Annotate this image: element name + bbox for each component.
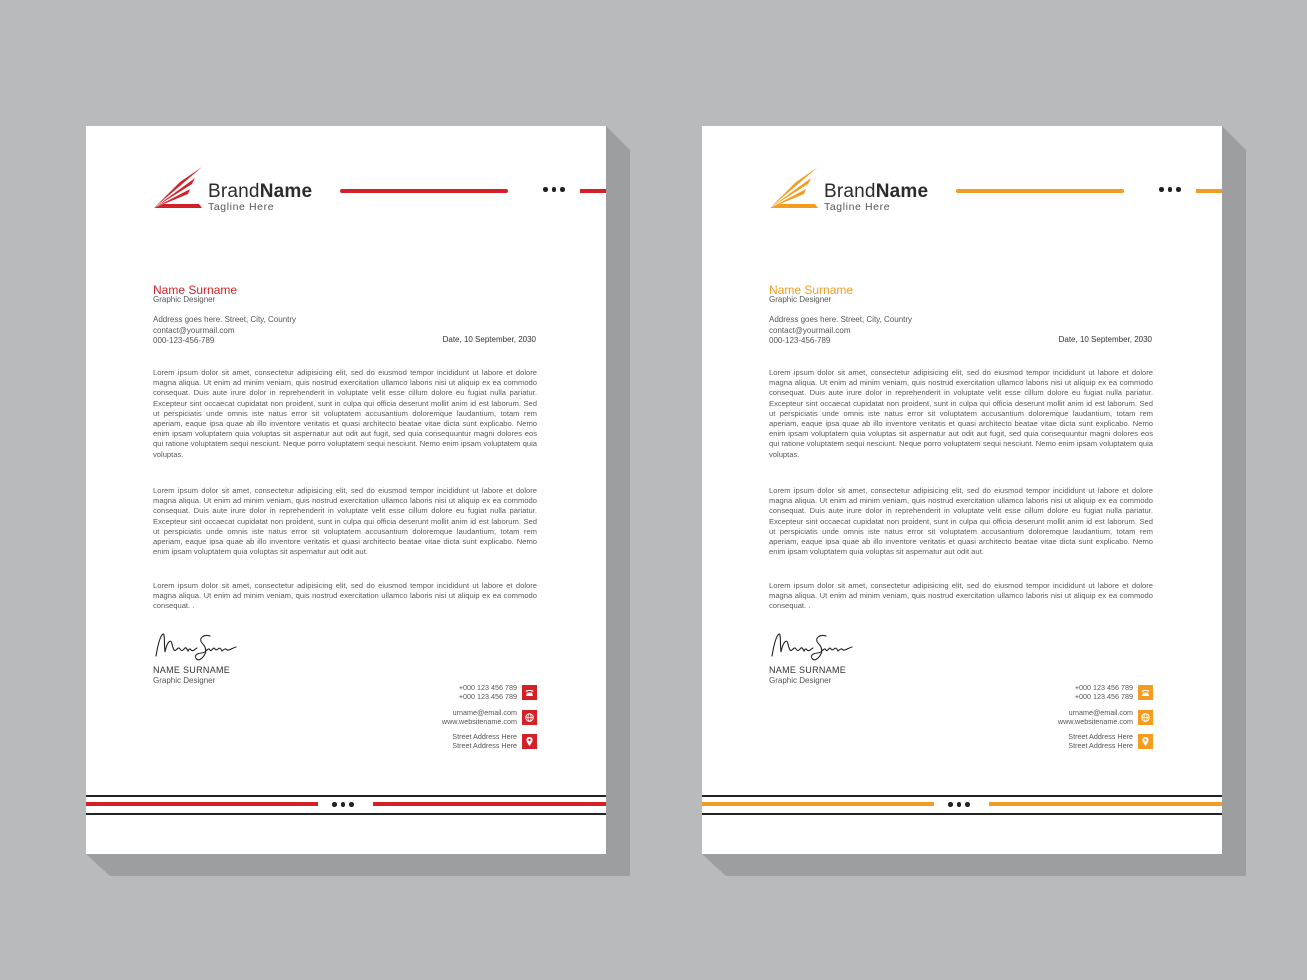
body-paragraph: Lorem ipsum dolor sit amet, consectetur adipisicing elit, sed do eiusmod tempor incididunt ut labore et dolore magna aliqua. Ut enim ad minim veniam, quis nostrud exercitation ullamco laboris nisi ut aliquip ex ea commodo consequat. Duis aute irure dolor in reprehenderit in voluptate velit esse cillum dolore eu fugiat nulla pariatur. Excepteur sint occaecat cupidatat non proident, sunt in culpa qui officia deserunt mollit anim id est laborum. Sed ut perspiciatis unde omnis iste natus error sit voluptatem accusantium doloremque laudantium, totam rem aperiam, eaque ipsa quae ab illo inventore veritatis et quasi architecto beatae vitae dicta sunt explicabo. Nemo enim ipsam voluptatem quia voluptas sit aspernatur aut odit aut fugit, sed quia consequuntur magni dolores eos qui ratione voluptatem sequi nesciunt. Neque porro voluptatem sequi nesciunt. Nemo enim ipsam voluptatem quia voluptas. — [153, 368, 537, 459]
brand-tagline: Tagline Here — [208, 201, 275, 213]
header-accent-tail — [1196, 189, 1222, 193]
brand-logo-icon — [768, 164, 822, 214]
footer-line-bottom — [86, 813, 606, 815]
sender-address: Address goes here. Street, City, Country — [153, 315, 297, 324]
signature-name: NAME SURNAME — [153, 665, 231, 675]
sender-name: Name Surname — [769, 283, 854, 297]
footer-accent-right — [373, 802, 606, 806]
sender-address: Address goes here. Street, City, Country — [769, 315, 913, 324]
contact-address: Street Address Here Street Address Here — [1002, 733, 1153, 751]
footer-line-top — [86, 795, 606, 797]
phone-icon — [1138, 685, 1153, 700]
footer-accent-left — [86, 802, 318, 806]
header-dots — [543, 187, 575, 195]
body-paragraph: Lorem ipsum dolor sit amet, consectetur adipisicing elit, sed do eiusmod tempor incididunt ut labore et dolore magna aliqua. Ut enim ad minim veniam, quis nostrud exercitation ullamco laboris nisi ut aliquip ex ea commodo consequat. Duis aute irure dolor in reprehenderit in voluptate velit esse cillum dolore eu fugiat nulla pariatur. Excepteur sint occaecat cupidatat non proident, sunt in culpa qui officia deserunt mollit anim id est laborum. Sed ut perspiciatis unde omnis iste natus error sit voluptatem accusantium doloremque laudantium, totam rem aperiam, eaque ipsa quae ab illo inventore veritatis et quasi architecto beatae vitae dicta sunt explicabo. Nemo enim ipsam voluptatem quia voluptas sit aspernatur aut odit aut. — [769, 486, 1153, 557]
sender-address-block — [153, 315, 296, 347]
location-pin-icon — [1138, 734, 1153, 749]
sender-role: Graphic Designer — [769, 295, 832, 304]
signature-role: Graphic Designer — [769, 676, 832, 685]
sender-phone: 000-123-456-789 — [153, 336, 215, 345]
sender-role: Graphic Designer — [153, 295, 216, 304]
letter-date: Date, 10 September, 2030 — [442, 335, 536, 344]
signature-image — [768, 630, 858, 664]
footer-dots — [332, 802, 364, 810]
phone-icon — [522, 685, 537, 700]
letter-date: Date, 10 September, 2030 — [1058, 335, 1152, 344]
contact-phone: +000 123 456 789 +000 123 456 789 — [386, 684, 537, 702]
header-accent-line — [340, 189, 508, 193]
header-dots — [1159, 187, 1191, 195]
signature-name: NAME SURNAME — [769, 665, 847, 675]
brand-name: BrandName — [824, 181, 929, 202]
contact-web: urname@email.com www.websitename.com — [1002, 709, 1153, 727]
letterhead-orange — [702, 126, 1222, 854]
sender-phone: 000-123-456-789 — [769, 336, 831, 345]
footer-accent-left — [702, 802, 934, 806]
location-pin-icon — [522, 734, 537, 749]
contact-address: Street Address Here Street Address Here — [386, 733, 537, 751]
globe-icon — [522, 710, 537, 725]
footer-line-bottom — [702, 813, 1222, 815]
signature-image — [152, 630, 242, 664]
sender-email: contact@yourmail.com — [769, 325, 851, 335]
contact-phone: +000 123 456 789 +000 123 456 789 — [1002, 684, 1153, 702]
sender-email: contact@yourmail.com — [153, 325, 235, 335]
footer-accent-right — [989, 802, 1222, 806]
signature-role: Graphic Designer — [153, 676, 216, 685]
brand-tagline: Tagline Here — [824, 201, 891, 213]
contact-web: urname@email.com www.websitename.com — [386, 709, 537, 727]
body-paragraph: Lorem ipsum dolor sit amet, consectetur adipisicing elit, sed do eiusmod tempor incididunt ut labore et dolore magna aliqua. Ut enim ad minim veniam, quis nostrud exercitation ullamco laboris nisi ut aliquip ex ea commodo consequat. Duis aute irure dolor in reprehenderit in voluptate velit esse cillum dolore eu fugiat nulla pariatur. Excepteur sint occaecat cupidatat non proident, sunt in culpa qui officia deserunt mollit anim id est laborum. Sed ut perspiciatis unde omnis iste natus error sit voluptatem accusantium doloremque laudantium, totam rem aperiam, eaque ipsa quae ab illo inventore veritatis et quasi architecto beatae vitae dicta sunt explicabo. Nemo enim ipsam voluptatem quia voluptas sit aspernatur aut odit aut. — [153, 486, 537, 557]
brand-logo-icon — [152, 164, 206, 214]
letterhead-page — [702, 126, 1222, 854]
letterhead-page — [86, 126, 606, 854]
letterhead-red — [86, 126, 606, 854]
header-accent-tail — [580, 189, 606, 193]
body-paragraph: Lorem ipsum dolor sit amet, consectetur adipisicing elit, sed do eiusmod tempor incididunt ut labore et dolore magna aliqua. Ut enim ad minim veniam, quis nostrud exercitation ullamco laboris nisi ut aliquip ex ea commodo consequat. Duis aute irure dolor in reprehenderit in voluptate velit esse cillum dolore eu fugiat nulla pariatur. Excepteur sint occaecat cupidatat non proident, sunt in culpa qui officia deserunt mollit anim id est laborum. Sed ut perspiciatis unde omnis iste natus error sit voluptatem accusantium doloremque laudantium, totam rem aperiam, eaque ipsa quae ab illo inventore veritatis et quasi architecto beatae vitae dicta sunt explicabo. Nemo enim ipsam voluptatem quia voluptas sit aspernatur aut odit aut fugit, sed quia consequuntur magni dolores eos qui ratione voluptatem sequi nesciunt. Neque porro voluptatem sequi nesciunt. Nemo enim ipsam voluptatem quia voluptas. — [769, 368, 1153, 459]
body-paragraph: Lorem ipsum dolor sit amet, consectetur adipisicing elit, sed do eiusmod tempor incididunt ut labore et dolore magna aliqua. Ut enim ad minim veniam, quis nostrud exercitation ullamco laboris nisi ut aliquip ex ea commodo consequat. . — [769, 581, 1153, 611]
sender-address-block — [769, 315, 912, 347]
globe-icon — [1138, 710, 1153, 725]
brand-name: BrandName — [208, 181, 313, 202]
header-accent-line — [956, 189, 1124, 193]
footer-dots — [948, 802, 980, 810]
sender-name: Name Surname — [153, 283, 238, 297]
footer-line-top — [702, 795, 1222, 797]
body-paragraph: Lorem ipsum dolor sit amet, consectetur adipisicing elit, sed do eiusmod tempor incididunt ut labore et dolore magna aliqua. Ut enim ad minim veniam, quis nostrud exercitation ullamco laboris nisi ut aliquip ex ea commodo consequat. . — [153, 581, 537, 611]
